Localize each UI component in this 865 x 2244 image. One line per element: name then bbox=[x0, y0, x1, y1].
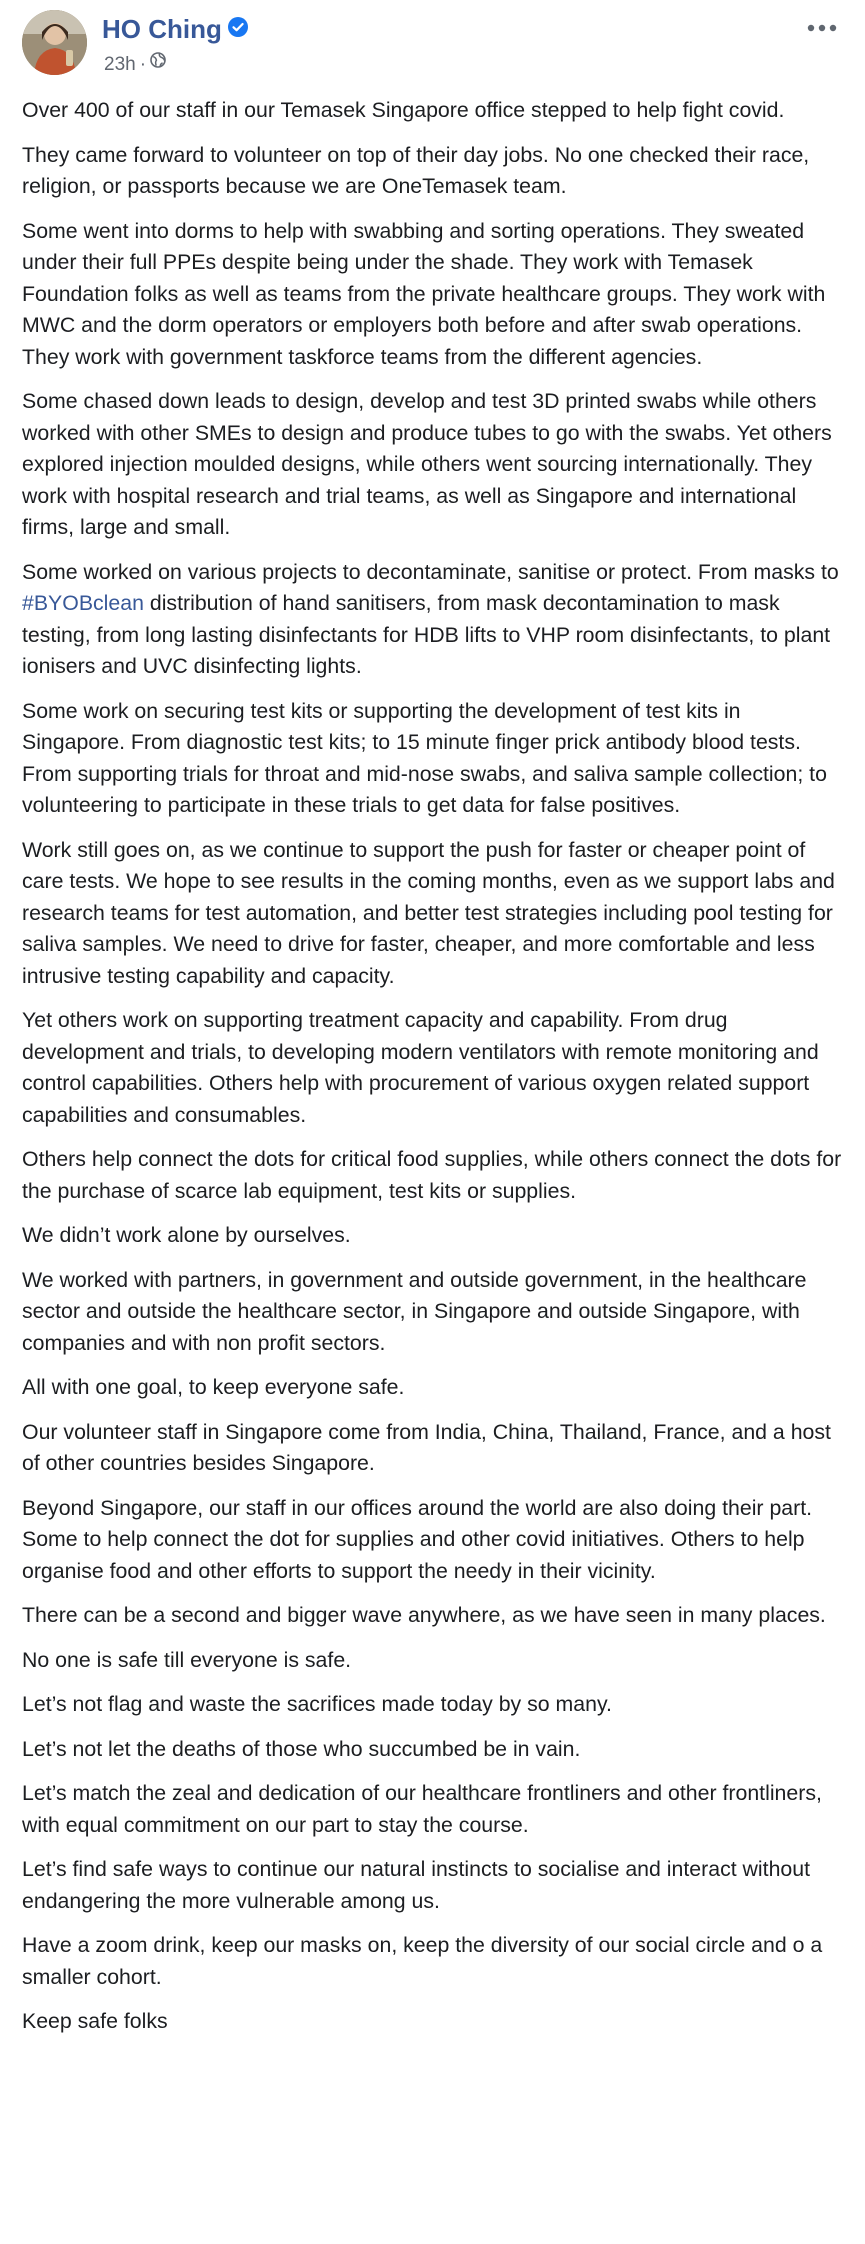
post-paragraph: Over 400 of our staff in our Temasek Singapore office stepped to help fight covid. bbox=[22, 98, 785, 122]
post-paragraph: Some chased down leads to design, develop and test 3D printed swabs while others worked with other SMEs to design and produce tubes to go with the swabs. Yet others explored injection moulded designs, while others went sourcing internationally. They work with hospital research and trial teams, as well as Singapore and international firms, large and small. bbox=[22, 389, 832, 539]
post-paragraph: Keep safe folks bbox=[22, 2009, 168, 2033]
post-paragraph: Let’s match the zeal and dedication of our healthcare frontliners and other frontliners, with equal commitment on our part to stay the course. bbox=[22, 1781, 822, 1837]
hashtag-link[interactable]: #BYOBclean bbox=[22, 591, 144, 615]
avatar[interactable] bbox=[22, 10, 87, 75]
paragraph-text: Some worked on various projects to decontaminate, sanitise or protect. From masks to bbox=[22, 559, 839, 584]
post-paragraph: Others help connect the dots for critical food supplies, while others connect the dots for the purchase of scarce lab equipment, test kits or supplies. bbox=[22, 1147, 842, 1203]
post-paragraph: We worked with partners, in government and outside government, in the healthcare sector and outside the healthcare sector, in Singapore and outside Singapore, with companies and with non profit sectors. bbox=[22, 1267, 807, 1355]
globe-icon[interactable] bbox=[150, 52, 166, 74]
post-paragraph: No one is safe till everyone is safe. bbox=[22, 1647, 352, 1672]
post-paragraph: Let’s not flag and waste the sacrifices made today by so many. bbox=[22, 1692, 612, 1716]
post-paragraph: They came forward to volunteer on top of their day jobs. No one checked their race, religion, or passports because we are OneTemasek team. bbox=[22, 142, 810, 198]
post-paragraph: All with one goal, to keep everyone safe. bbox=[22, 1375, 405, 1399]
post-paragraph: Let’s find safe ways to continue our natural instincts to socialise and interact without endangering the more vulnerable among us. bbox=[22, 1857, 811, 1913]
post-paragraph: Yet others work on supporting treatment capacity and capability. From drug development and trials, to developing modern ventilators with remote monitoring and control capabilities. Others help with procurement of various oxygen related support capabilities and consumables. bbox=[22, 1008, 819, 1127]
author-name-text[interactable]: HO Ching bbox=[102, 14, 222, 44]
post-paragraph: Let’s not let the deaths of those who succumbed be in vain. bbox=[22, 1736, 581, 1761]
post-meta bbox=[104, 54, 166, 76]
post-timestamp[interactable]: 23h bbox=[104, 54, 136, 75]
more-horizontal-icon[interactable] bbox=[802, 16, 842, 40]
post-paragraph: Work still goes on, as we continue to support the push for faster or cheaper point of care tests. We hope to see results in the coming months, even as we support labs and research teams for test automation, and better test strategies including pool testing for saliva samples. We need to drive for faster, cheaper, and more comfortable and less intrusive testing capability and capacity. bbox=[22, 837, 835, 988]
author-name[interactable] bbox=[102, 14, 248, 45]
post-paragraph: Some work on securing test kits or supporting the development of test kits in Singapore. From diagnostic test kits; to 15 minute finger prick antibody blood tests. From supporting trials for throat and mid-nose swabs, and saliva sample collection; to volunteering to participate in these trials to get data for false positives. bbox=[22, 698, 827, 817]
post-body bbox=[22, 95, 847, 2051]
post-paragraph: There can be a second and bigger wave anywhere, as we have seen in many places. bbox=[22, 1603, 826, 1627]
post-paragraph: Have a zoom drink, keep our masks on, keep the diversity of our social circle and o a smaller cohort. bbox=[22, 1933, 823, 1989]
meta-separator: · bbox=[139, 54, 147, 75]
post-paragraph: Our volunteer staff in Singapore come from India, China, Thailand, France, and a host of other countries besides Singapore. bbox=[22, 1419, 831, 1475]
verified-badge-icon bbox=[228, 13, 248, 44]
post-paragraph: Some went into dorms to help with swabbing and sorting operations. They sweated under their full PPEs despite being under the shade. They work with Temasek Foundation folks as well as teams from the private healthcare groups. They work with MWC and the dorm operators or employers both before and after swab operations. They work with government taskforce teams from the different agencies. bbox=[22, 218, 826, 369]
paragraph-text: distribution of hand sanitisers, from mask decontamination to mask testing, from long lasting disinfectants for HDB lifts to VHP room disinfectants, to plant ionisers and UVC disinfecting lights. bbox=[22, 591, 831, 678]
post-paragraph: We didn’t work alone by ourselves. bbox=[22, 1223, 351, 1247]
post-header bbox=[22, 8, 842, 80]
post-paragraph: Beyond Singapore, our staff in our offices around the world are also doing their part. Some to help connect the dot for supplies and other covid initiatives. Others to help organise food and other efforts to support the needy in their vicinity. bbox=[22, 1495, 813, 1583]
post-paragraph bbox=[22, 557, 847, 683]
